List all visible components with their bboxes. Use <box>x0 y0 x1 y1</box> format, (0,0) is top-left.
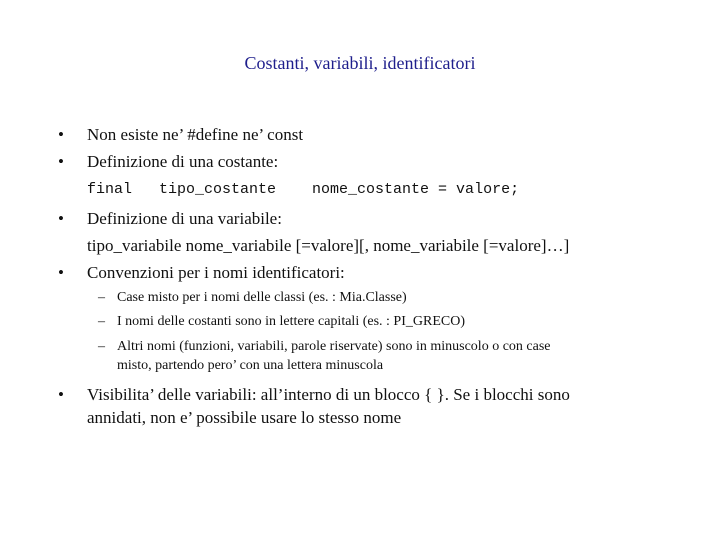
sub-bullet-continuation: misto, partendo pero’ con una lettera minuscola <box>117 358 384 373</box>
dash-icon: – <box>98 339 105 354</box>
bullet-text: Definizione di una variabile: <box>87 209 282 228</box>
dash-icon: – <box>98 314 105 329</box>
dash-icon: – <box>98 290 105 305</box>
slide-title: Costanti, variabili, identificatori <box>244 53 476 73</box>
variable-syntax: tipo_variabile nome_variabile [=valore][, nome_variabile [=valore]…] <box>87 236 570 255</box>
bullet-icon: • <box>58 125 64 144</box>
bullet-icon: • <box>58 209 64 228</box>
bullet-icon: • <box>58 385 64 404</box>
bullet-icon: • <box>58 152 64 171</box>
bullet-text: Definizione di una costante: <box>87 152 279 171</box>
sub-bullet-text: Case misto per i nomi delle classi (es. : Mia.Classe) <box>117 290 407 305</box>
bullet-text: Convenzioni per i nomi identificatori: <box>87 263 345 282</box>
bullet-continuation: annidati, non e’ possibile usare lo stesso nome <box>87 408 402 427</box>
bullet-icon: • <box>58 263 64 282</box>
code-line: final tipo_costante nome_costante = valore; <box>87 181 520 198</box>
sub-bullet-text: Altri nomi (funzioni, variabili, parole riservate) sono in minuscolo o con case <box>117 339 551 354</box>
sub-bullet-text: I nomi delle costanti sono in lettere capitali (es. : PI_GRECO) <box>117 314 465 329</box>
bullet-text: Visibilita’ delle variabili: all’interno di un blocco { }. Se i blocchi sono <box>87 385 570 404</box>
bullet-text: Non esiste ne’ #define ne’ const <box>87 125 304 144</box>
